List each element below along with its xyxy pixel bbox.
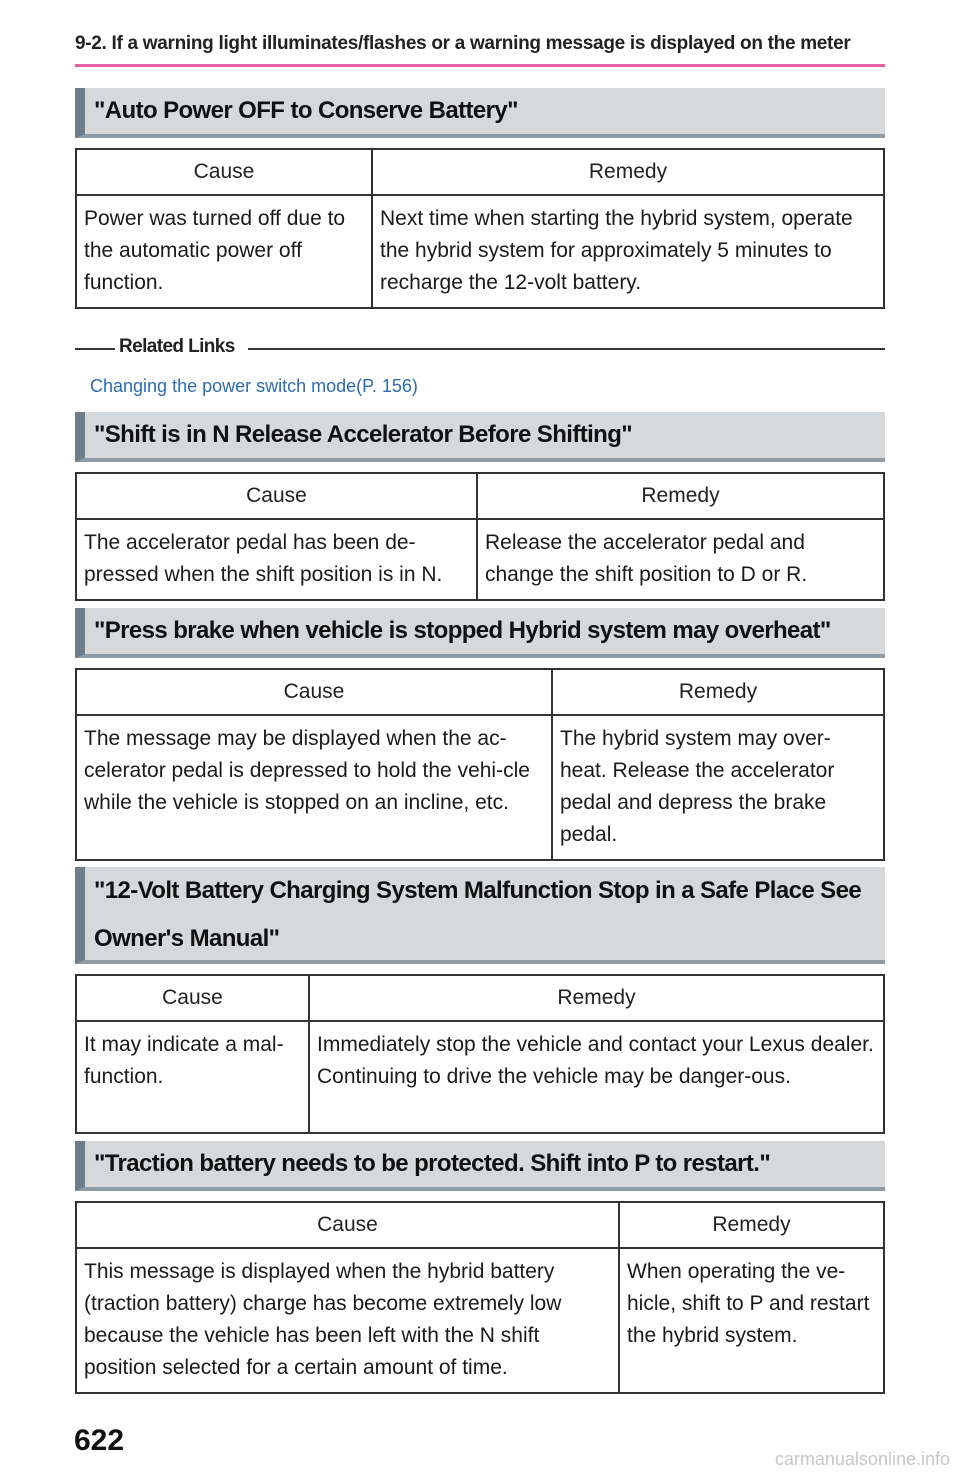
table-auto-power-off [75,148,885,309]
section-title-traction-battery: "Traction battery needs to be protected. Shift into P to restart." [75,1141,885,1191]
table-row [76,715,884,860]
table-shift-in-n [75,472,885,601]
remedy-cell: When operating the ve-hicle, shift to P and restart the hybrid system. [619,1248,884,1393]
related-link-power-switch-mode[interactable]: Changing the power switch mode(P. 156) [90,376,418,396]
header-rule [75,64,885,67]
related-links-label: Related Links [119,336,235,357]
cause-header: Cause [76,1202,619,1248]
chapter-breadcrumb: 9-2. If a warning light illuminates/flashes or a warning message is displayed on the meter [75,33,851,54]
cause-cell: Power was turned off due to the automatic power off function. [76,195,372,308]
remedy-cell: Next time when starting the hybrid system, operate the hybrid system for approximately 5 minutes to recharge the 12-volt battery. [372,195,884,308]
table-row [76,519,884,600]
cause-cell: The message may be displayed when the ac-celerator pedal is depressed to hold the vehi-cle while the vehicle is stopped on an incline, etc. [76,715,552,860]
table-header-row [76,1202,884,1248]
table-header-row [76,975,884,1021]
related-links-heading [75,336,885,362]
remedy-cell: Release the accelerator pedal and change the shift position to D or R. [477,519,884,600]
watermark: carmanualsonline.info [774,1449,950,1469]
table-12v-charging-malfunction [75,974,885,1134]
section-title-press-brake: "Press brake when vehicle is stopped Hybrid system may overheat" [75,608,885,658]
table-row [76,1248,884,1393]
divider [248,348,885,350]
cause-header: Cause [76,473,477,519]
cause-cell: The accelerator pedal has been de-pressed when the shift position is in N. [76,519,477,600]
page-number: 622 [74,1424,125,1457]
remedy-cell: Immediately stop the vehicle and contact your Lexus dealer. Continuing to drive the vehicle may be danger-ous. [309,1021,884,1133]
section-title-12v-charging-malfunction: "12-Volt Battery Charging System Malfunction Stop in a Safe Place See Owner's Manual" [75,867,885,964]
table-header-row [76,669,884,715]
remedy-header: Remedy [372,149,884,195]
table-row [76,1021,884,1133]
remedy-header: Remedy [477,473,884,519]
section-title-shift-in-n: "Shift is in N Release Accelerator Before Shifting" [75,412,885,462]
cause-cell: This message is displayed when the hybrid battery (traction battery) charge has become extremely low because the vehicle has been left with the N shift position selected for a certain amount of time. [76,1248,619,1393]
section-title-auto-power-off: "Auto Power OFF to Conserve Battery" [75,88,885,138]
table-header-row [76,473,884,519]
remedy-header: Remedy [619,1202,884,1248]
remedy-cell: The hybrid system may over-heat. Release the accelerator pedal and depress the brake pedal. [552,715,884,860]
table-press-brake [75,668,885,861]
remedy-header: Remedy [309,975,884,1021]
table-row [76,195,884,308]
cause-header: Cause [76,975,309,1021]
cause-header: Cause [76,669,552,715]
cause-header: Cause [76,149,372,195]
remedy-header: Remedy [552,669,884,715]
cause-cell: It may indicate a mal-function. [76,1021,309,1133]
table-header-row [76,149,884,195]
table-traction-battery [75,1201,885,1394]
divider [75,348,115,350]
